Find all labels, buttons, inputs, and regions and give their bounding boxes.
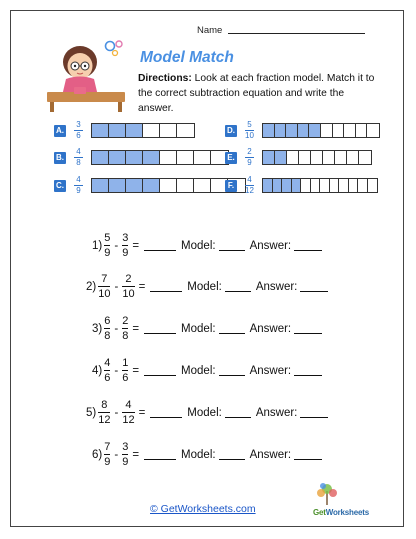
numerator: 7 [104,441,111,453]
minus-sign: - [114,364,119,377]
fraction [98,399,110,426]
denominator: 9 [122,247,129,259]
logo-text [313,508,369,517]
fraction-model [54,149,229,166]
unshaded-part [177,124,194,137]
numerator: 4 [247,175,252,184]
numerator: 3 [122,441,129,453]
girl-illustration [44,38,128,112]
equals-sign: = [132,322,140,335]
denominator: 9 [247,157,252,167]
model-label: Model: [187,280,222,293]
fraction-strip [262,150,372,165]
denominator: 9 [104,456,111,468]
shaded-part [282,179,292,192]
model-blank[interactable] [219,374,245,376]
shaded-part [275,124,287,137]
unshaded-part [368,179,378,192]
equation-row [92,315,325,342]
name-label: Name [197,25,223,36]
denominator: 8 [76,157,81,167]
shaded-part [292,179,302,192]
equals-sign: = [132,239,140,252]
unshaded-part [301,179,311,192]
unshaded-part [335,151,347,164]
numerator: 6 [104,315,111,327]
fraction [122,232,128,259]
shaded-part [109,179,126,192]
unshaded-part [344,124,356,137]
answer-blank[interactable] [294,332,322,334]
denominator: 6 [104,372,111,384]
denominator: 6 [122,372,129,384]
model-blank[interactable] [225,416,251,418]
shaded-part [143,179,160,192]
unshaded-part [287,151,299,164]
denominator: 6 [76,130,81,140]
model-fraction [243,148,256,167]
denominator: 8 [122,330,129,342]
shaded-part [263,124,275,137]
unshaded-part [160,179,177,192]
unshaded-part [349,179,359,192]
fraction-model [225,122,380,139]
numerator: 4 [76,175,81,184]
numerator: 5 [247,120,252,129]
shaded-part [126,179,143,192]
shaded-part [286,124,298,137]
denominator: 9 [76,185,81,195]
denominator: 9 [122,456,129,468]
model-label: Model: [187,406,222,419]
minus-sign: - [114,239,119,252]
denominator: 10 [245,130,254,140]
difference-blank[interactable] [144,249,176,251]
numerator: 4 [104,357,111,369]
tree-logo-icon [309,483,379,523]
fraction-model [54,177,246,194]
fraction [122,273,134,300]
shaded-part [126,124,143,137]
equals-sign: = [132,364,140,377]
model-blank[interactable] [219,249,245,251]
model-fraction [72,148,85,167]
unshaded-part [339,179,349,192]
fraction [104,232,110,259]
denominator: 9 [104,247,111,259]
fraction-strip [91,123,195,138]
footer-link[interactable]: © GetWorksheets.com [150,503,256,515]
model-fraction [243,176,256,195]
shaded-part [92,124,109,137]
equals-sign: = [132,448,140,461]
shaded-part [273,179,283,192]
numerator: 2 [247,147,252,156]
fraction [98,273,110,300]
fraction [104,315,110,342]
denominator: 10 [122,288,135,300]
answer-blank[interactable] [294,249,322,251]
equation-row [86,273,331,300]
model-blank[interactable] [225,290,251,292]
unshaded-part [177,179,194,192]
model-letter-badge: A. [56,126,64,135]
model-label: Model: [181,448,216,461]
answer-label: Answer: [249,364,292,377]
numerator: 4 [76,147,81,156]
unshaded-part [311,151,323,164]
fraction-strip [91,150,229,165]
shaded-part [109,151,126,164]
model-blank[interactable] [219,458,245,460]
shaded-part [298,124,310,137]
logo-text-part1: Get [313,508,326,517]
denominator: 12 [122,414,135,426]
shaded-part [92,151,109,164]
answer-blank[interactable] [294,458,322,460]
model-letter-badge: C. [56,181,64,190]
answer-blank[interactable] [294,374,322,376]
unshaded-part [311,179,321,192]
difference-blank[interactable] [150,416,182,418]
fraction [122,441,128,468]
fraction [122,315,128,342]
unshaded-part [299,151,311,164]
fraction [104,441,110,468]
denominator: 10 [98,288,111,300]
difference-blank[interactable] [150,290,182,292]
model-letter-badge: F. [225,180,237,192]
shaded-part [126,151,143,164]
shaded-part [109,124,126,137]
shaded-part [275,151,287,164]
numerator: 8 [101,399,108,411]
denominator: 8 [104,330,111,342]
unshaded-part [359,151,371,164]
model-fraction [72,121,85,140]
numerator: 1 [122,357,129,369]
minus-sign: - [114,406,119,419]
denominator: 12 [98,414,111,426]
numerator: 3 [76,120,81,129]
model-fraction [243,121,256,140]
answer-label: Answer: [255,406,298,419]
model-letter-badge: E. [225,152,237,164]
equals-sign: = [138,280,146,293]
unshaded-part [177,151,194,164]
equation-number: 1) [92,239,103,252]
fraction [104,357,110,384]
numerator: 2 [122,315,129,327]
name-row [197,25,365,36]
unshaded-part [194,151,211,164]
unshaded-part [194,179,211,192]
answer-label: Answer: [249,322,292,335]
logo-text-part2: Worksheets [325,508,369,517]
answer-label: Answer: [255,280,298,293]
minus-sign: - [114,322,119,335]
unshaded-part [347,151,359,164]
shaded-part [92,179,109,192]
unshaded-part [330,179,340,192]
unshaded-part [160,124,177,137]
shaded-part [143,151,160,164]
unshaded-part [321,124,333,137]
numerator: 2 [125,273,132,285]
equals-sign: = [138,406,146,419]
fraction-strip [262,123,380,138]
unshaded-part [358,179,368,192]
equation-row [92,357,325,384]
unshaded-part [143,124,160,137]
difference-blank[interactable] [144,458,176,460]
answer-blank[interactable] [300,416,328,418]
fraction [122,399,134,426]
model-label: Model: [181,239,216,252]
answer-blank[interactable] [300,290,328,292]
unshaded-part [356,124,368,137]
fraction-model [225,177,378,194]
unshaded-part [367,124,379,137]
directions-label: Directions: [138,73,192,84]
model-label: Model: [181,364,216,377]
unshaded-part [320,179,330,192]
shaded-part [263,151,275,164]
numerator: 5 [104,232,111,244]
denominator: 12 [245,185,254,195]
numerator: 4 [125,399,132,411]
fraction-model [225,149,372,166]
unshaded-part [333,124,345,137]
minus-sign: - [114,448,119,461]
unshaded-part [160,151,177,164]
model-letter-badge: D. [227,126,235,135]
equation-number: 3) [92,322,103,335]
difference-blank[interactable] [144,332,176,334]
numerator: 7 [101,273,108,285]
directions-text: Look at each fraction model. Match it to the correct subtraction equation and write the answer. [138,73,375,114]
model-blank[interactable] [219,332,245,334]
name-input-line[interactable] [228,33,365,34]
minus-sign: - [114,280,119,293]
equation-number: 5) [86,406,97,419]
model-letter-badge: B. [56,153,64,162]
shaded-part [263,179,273,192]
directions [138,71,378,116]
equation-row [92,232,325,259]
equation-number: 4) [92,364,103,377]
equation-number: 6) [92,448,103,461]
fraction-strip [91,178,246,193]
fraction-model [54,122,195,139]
unshaded-part [323,151,335,164]
page-title: Model Match [140,49,234,66]
fraction [122,357,128,384]
equation-row [92,441,325,468]
numerator: 3 [122,232,129,244]
shaded-part [309,124,321,137]
answer-label: Answer: [249,448,292,461]
equation-number: 2) [86,280,97,293]
difference-blank[interactable] [144,374,176,376]
answer-label: Answer: [249,239,292,252]
model-fraction [72,176,85,195]
equation-row [86,399,331,426]
fraction-strip [262,178,378,193]
model-label: Model: [181,322,216,335]
